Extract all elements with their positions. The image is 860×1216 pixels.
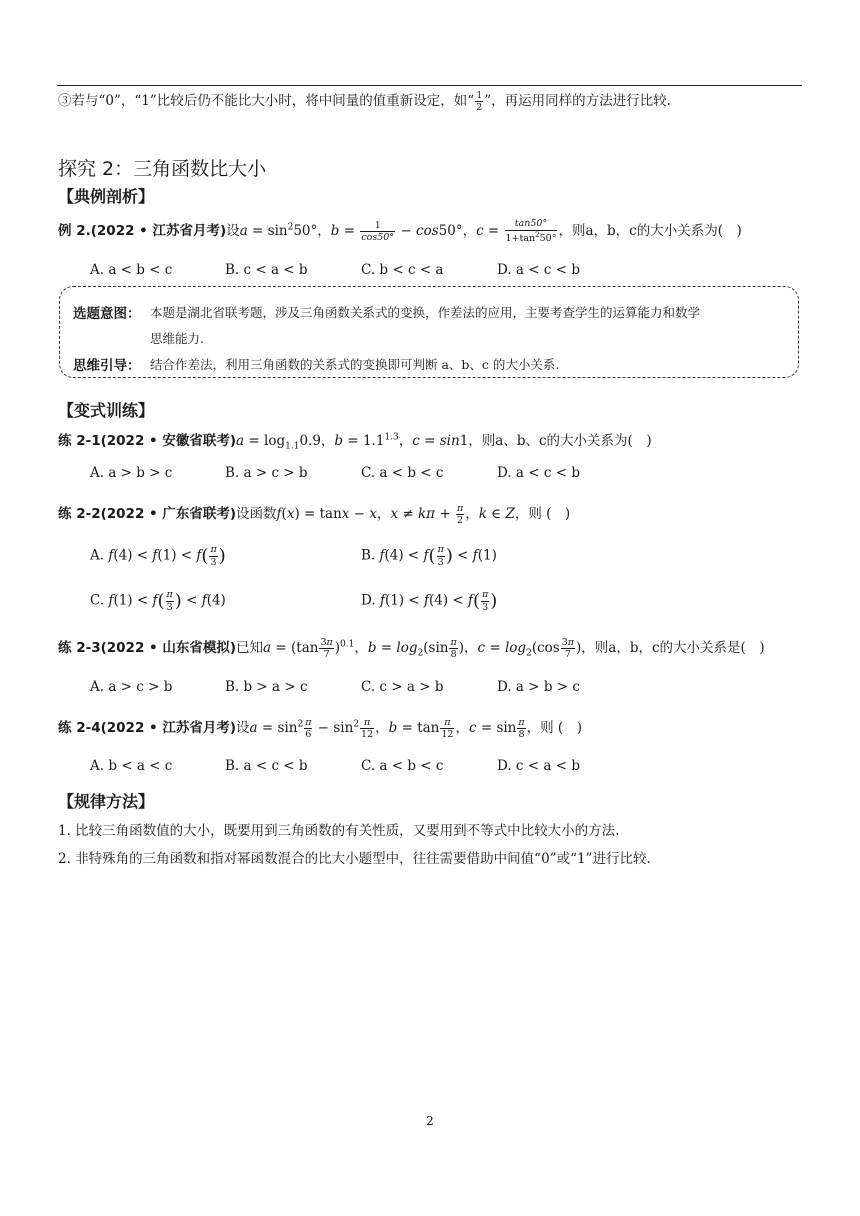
- ex21-label: 练 2-1: [58, 433, 101, 449]
- ex24-lead: 设: [236, 720, 250, 736]
- ex22-option-b: B. f(4) < f( $\frac{\pi}{3}$ ) < f(1): [361, 544, 497, 568]
- exercise-2-4-question: 练 2-4(2022 • 江苏省月考)设$a = \sin^2$ $\frac{\pi}{6}$ − $\sin^2$ $\frac{\pi}{12}$ ，b = tan $\frac{\pi}{12}$ ，c = sin $\frac{\pi}{8}$ ，则 ( ): [58, 716, 582, 740]
- ex21-ask: ，则a、b、c的大小关系为( ): [468, 433, 652, 449]
- page-number: 2: [426, 1114, 434, 1128]
- ex22-source: (2022 • 广东省联考): [100, 506, 237, 522]
- section-title: 探究 2：三角函数比大小: [58, 158, 267, 180]
- example-option-b: B. c < a < b: [225, 262, 308, 278]
- ex23-option-d: D. a > b > c: [497, 679, 580, 695]
- example-option-c: C. b < c < a: [361, 262, 444, 278]
- intro-prefix: ③若与“0”，“1”比较后仍不能比大小时，将中间量的值重新设定，如“: [58, 93, 475, 109]
- example-option-a: A. a < b < c: [90, 262, 173, 278]
- ex21-option-b: B. a > c > b: [225, 465, 308, 481]
- ex24-option-d: D. c < a < b: [497, 758, 580, 774]
- intro-fraction: $\frac{1}{2}$: [476, 89, 483, 113]
- ex24-ask: ，则 ( ): [526, 720, 582, 736]
- guide-label: 思维引导：: [73, 358, 141, 374]
- heading-method: 【规律方法】: [58, 792, 155, 811]
- intent-text-1: 本题是湖北省联考题，涉及三角函数关系式的变换，作差法的应用，主要考查学生的运算能力和数学: [150, 305, 701, 320]
- ex22-label: 练 2-2: [58, 506, 101, 522]
- ex23-ask: ，则a，b，c的大小关系是( ): [581, 640, 765, 656]
- example-ask: ，则a，b，c的大小关系为( ): [558, 223, 742, 239]
- example-2-question: 例 2.(2022 • 江苏省月考)设$a = \sin^250^\circ$，b = $\frac{1}{\cos 50^\circ}$ − cos50°，c = $\frac{\tan 50^\circ}{1+\tan^250^\circ}$ ，则a，b，c的大小关系为( ): [58, 218, 742, 245]
- ex24-source: (2022 • 江苏省月考): [100, 720, 237, 736]
- method-item-1: 1. 比较三角函数值的大小，既要用到三角函数的有关性质，又要用到不等式中比较大小的方法.: [58, 823, 620, 839]
- ex22-ask: ，则 ( ): [514, 506, 571, 522]
- ex24-option-b: B. a < c < b: [225, 758, 308, 774]
- ex22-option-a: A. f(4) < f(1) < f( $\frac{\pi}{3}$ ): [90, 544, 226, 568]
- example-option-d: D. a < c < b: [497, 262, 580, 278]
- heading-variant: 【变式训练】: [58, 401, 155, 420]
- ex24-option-c: C. a < b < c: [361, 758, 444, 774]
- ex21-option-d: D. a < c < b: [497, 465, 580, 481]
- guide-text: 结合作差法，利用三角函数的关系式的变换即可判断 a、b、c 的大小关系.: [150, 357, 560, 372]
- ex22-option-c: C. f(1) < f( $\frac{\pi}{3}$ ) < f(4): [90, 589, 226, 613]
- ex23-option-a: A. a > c > b: [90, 679, 173, 695]
- heading-typical: 【典例剖析】: [58, 187, 155, 206]
- ex21-source: (2022 • 安徽省联考): [100, 433, 237, 449]
- intro-suffix: ”，再运用同样的方法进行比较.: [484, 93, 671, 109]
- ex23-option-b: B. b > a > c: [225, 679, 308, 695]
- exercise-2-1-question: 练 2-1(2022 • 安徽省联考)$a = \log_{1.1}0.9$，$b = 1.1^{1.3}$，c = sin1，则a、b、c的大小关系为( ): [58, 432, 652, 452]
- exercise-2-3-question: 练 2-3(2022 • 山东省模拟)已知a = (tan $\frac{3\pi}{7}$ )$^{0.1}$，$b = \log_2(\sin$ $\frac{\pi}{8}$ )，$c = \log_2(\cos$ $\frac{3\pi}{7}$ )，则a，b，c的大小关系是( ): [58, 636, 765, 660]
- ex23-lead: 已知: [236, 640, 264, 656]
- ex22-lead: 设函数: [236, 506, 277, 522]
- intent-label: 选题意图：: [73, 306, 141, 322]
- ex24-label: 练 2-4: [58, 720, 101, 736]
- method-item-2: 2. 非特殊角的三角函数和指对幂函数混合的比大小题型中，往往需要借助中间值“0”或“1”进行比较.: [58, 851, 651, 867]
- intro-line: [58, 89, 671, 113]
- ex21-option-a: A. a > b > c: [90, 465, 173, 481]
- ex23-source: (2022 • 山东省模拟): [100, 640, 237, 656]
- ex22-option-d: D. f(1) < f(4) < f( $\frac{\pi}{3}$ ): [361, 589, 498, 613]
- example-formula: a: [239, 223, 248, 239]
- ex23-option-c: C. c > a > b: [361, 679, 444, 695]
- ex24-option-a: A. b < a < c: [90, 758, 173, 774]
- ex21-option-c: C. a < b < c: [361, 465, 444, 481]
- example-lead: 设: [226, 223, 240, 239]
- intent-text-2: 思维能力.: [150, 331, 204, 346]
- example-label: 例 2.: [58, 223, 91, 239]
- exercise-2-2-question: 练 2-2(2022 • 广东省联考)设函数f(x) = tanx − x，x ≠ kπ + $\frac{\pi}{2}$ ，k ∈ Z，则 ( ): [58, 502, 571, 526]
- example-source: (2022 • 江苏省月考): [90, 223, 227, 239]
- top-rule: [57, 85, 802, 86]
- ex23-label: 练 2-3: [58, 640, 101, 656]
